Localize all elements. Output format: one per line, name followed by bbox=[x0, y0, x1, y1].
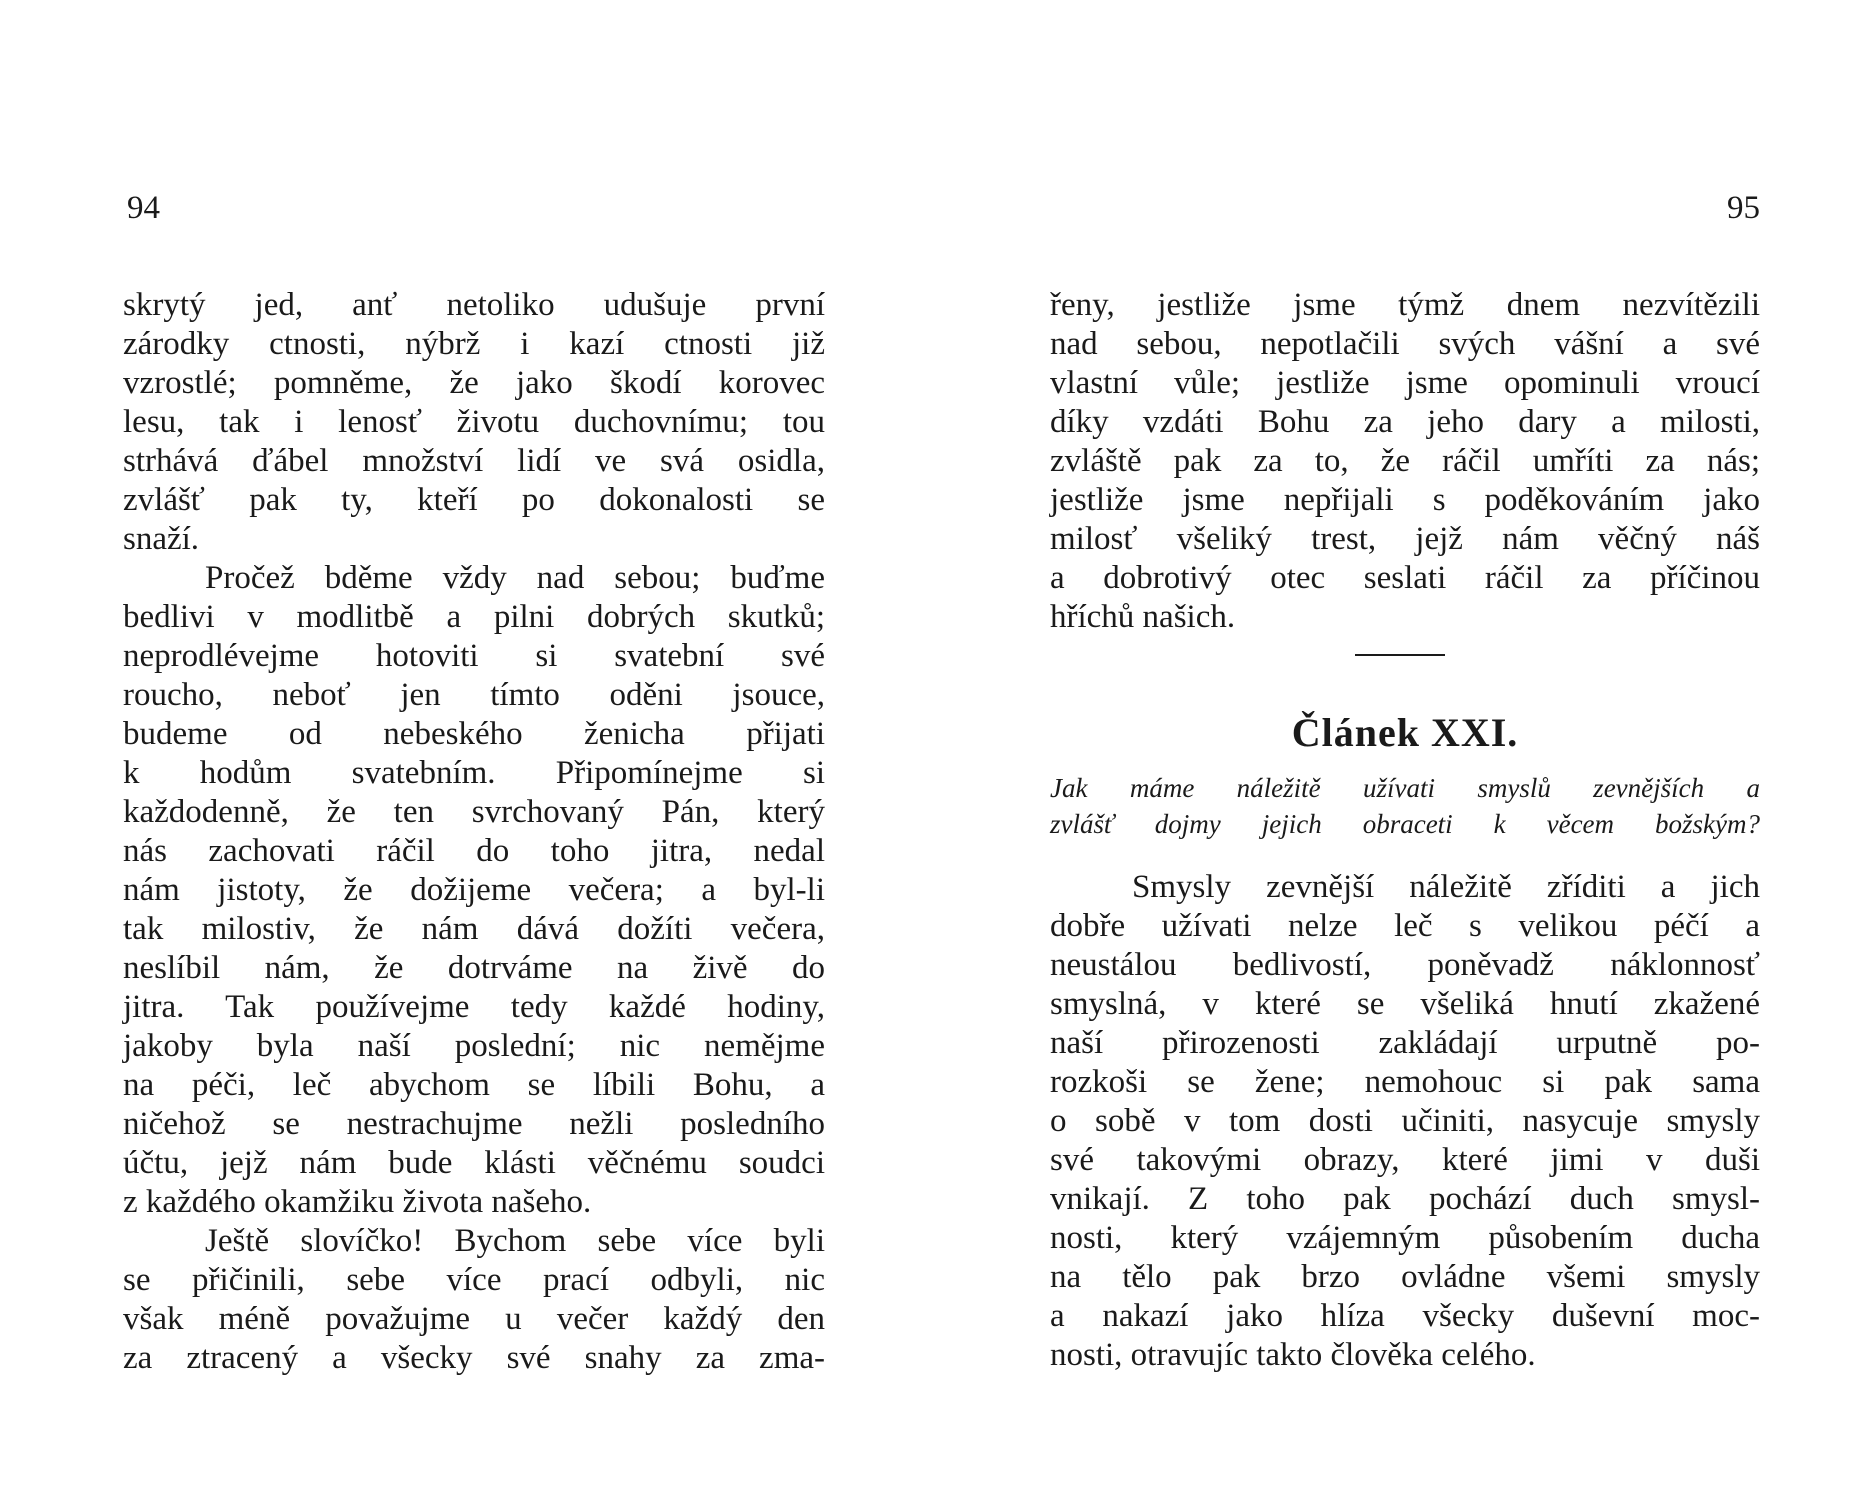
text-line: Pročež bděme vždy nad sebou; buďme bbox=[205, 560, 825, 596]
text-line: roucho, neboť jen tímto oděni jsouce, bbox=[123, 677, 825, 713]
text-line: díky vzdáti Bohu za jeho dary a milosti, bbox=[1050, 404, 1760, 440]
text-line: jestliže jsme nepřijali s poděkováním jako bbox=[1050, 482, 1760, 518]
text-line: strhává ďábel množství lidí ve svá osidla, bbox=[123, 443, 825, 479]
text-line: vlastní vůle; jestliže jsme opominuli vroucí bbox=[1050, 365, 1760, 401]
text-line: každodenně, že ten svrchovaný Pán, který bbox=[123, 794, 825, 830]
text-line: vnikají. Z toho pak pochází duch smysl- bbox=[1050, 1181, 1760, 1217]
text-line: řeny, jestliže jsme týmž dnem nezvítězili bbox=[1050, 287, 1760, 323]
chapter-title: Článek XXI. bbox=[1291, 710, 1519, 755]
text-line: k hodům svatebním. Připomínejme si bbox=[123, 755, 825, 791]
text-line: Ještě slovíčko! Bychom sebe více byli bbox=[205, 1223, 825, 1259]
left-page bbox=[115, 0, 825, 1500]
text-line: neprodlévejme hotoviti si svatební své bbox=[123, 638, 825, 674]
text-line: ničehož se nestrachujme nežli posledního bbox=[123, 1106, 825, 1142]
page-number: 94 bbox=[127, 190, 160, 226]
chapter-text bbox=[1050, 868, 1760, 1375]
text-line: své takovými obrazy, které jimi v duši bbox=[1050, 1142, 1760, 1178]
text-line: se přičinili, sebe více prací odbyli, nic bbox=[123, 1262, 825, 1298]
text-line: zvlášť pak ty, kteří po dokonalosti se bbox=[123, 482, 825, 518]
text-line: jakoby byla naší poslední; nic nemějme bbox=[123, 1028, 825, 1064]
text-line: a dobrotivý otec seslati ráčil za příčinou bbox=[1050, 560, 1760, 596]
text-line: neustálou bedlivostí, poněvadž náklonnosť bbox=[1050, 947, 1760, 983]
body-text bbox=[1050, 286, 1760, 637]
text-line: účtu, jejž nám bude klásti věčnému soudci bbox=[123, 1145, 825, 1181]
text-line: o sobě v tom dosti učiniti, nasycuje smysly bbox=[1050, 1103, 1760, 1139]
text-line: budeme od nebeského ženicha přijati bbox=[123, 716, 825, 752]
text-line: tak milostiv, že nám dává dožíti večera, bbox=[123, 911, 825, 947]
text-line: nosti, otravujíc takto člověka celého. bbox=[1050, 1337, 1536, 1373]
subtitle-line: Jak máme náležitě užívati smyslů zevnějších a bbox=[1050, 773, 1760, 803]
text-line: milosť všeliký trest, jejž nám věčný náš bbox=[1050, 521, 1760, 557]
right-page bbox=[1050, 0, 1760, 1500]
body-text bbox=[123, 286, 825, 1378]
text-line: naší přirozenosti zakládají urputně po- bbox=[1050, 1025, 1760, 1061]
subtitle-line: zvlášť dojmy jejich obraceti k věcem božským? bbox=[1050, 809, 1760, 839]
chapter-subtitle bbox=[1050, 770, 1760, 842]
text-line: zárodky ctnosti, nýbrž i kazí ctnosti již bbox=[123, 326, 825, 362]
text-line: rozkoši se žene; nemohouc si pak sama bbox=[1050, 1064, 1760, 1100]
text-line: skrytý jed, anť netoliko udušuje první bbox=[123, 287, 825, 323]
text-line: smyslná, v které se všeliká hnutí zkažené bbox=[1050, 986, 1760, 1022]
text-line: nás zachovati ráčil do toho jitra, nedal bbox=[123, 833, 825, 869]
text-line: hříchů našich. bbox=[1050, 599, 1236, 635]
text-line: zvláště pak za to, že ráčil umříti za nás; bbox=[1050, 443, 1760, 479]
text-line: za ztracený a všecky své snahy za zma- bbox=[123, 1340, 825, 1376]
text-line: bedlivi v modlitbě a pilni dobrých skutků; bbox=[123, 599, 825, 635]
text-line: nám jistoty, že dožijeme večera; a byl-li bbox=[123, 872, 825, 908]
text-line: snaží. bbox=[123, 521, 200, 557]
text-line: nosti, který vzájemným působením ducha bbox=[1050, 1220, 1760, 1256]
text-line: na tělo pak brzo ovládne všemi smysly bbox=[1050, 1259, 1760, 1295]
text-line: neslíbil nám, že dotrváme na živě do bbox=[123, 950, 825, 986]
text-line: a nakazí jako hlíza všecky duševní moc- bbox=[1050, 1298, 1760, 1334]
text-line: Smysly zevnější náležitě zříditi a jich bbox=[1132, 869, 1760, 905]
text-line: dobře užívati nelze leč s velikou péčí a bbox=[1050, 908, 1760, 944]
text-line: nad sebou, nepotlačili svých vášní a své bbox=[1050, 326, 1760, 362]
text-line: lesu, tak i lenosť životu duchovnímu; tou bbox=[123, 404, 825, 440]
text-line: na péči, leč abychom se líbili Bohu, a bbox=[123, 1067, 825, 1103]
text-line: vzrostlé; pomněme, že jako škodí korovec bbox=[123, 365, 825, 401]
section-divider bbox=[1355, 654, 1445, 656]
text-line: však méně považujme u večer každý den bbox=[123, 1301, 825, 1337]
text-line: jitra. Tak používejme tedy každé hodiny, bbox=[123, 989, 825, 1025]
text-line: z každého okamžiku života našeho. bbox=[123, 1184, 592, 1220]
page-number: 95 bbox=[1727, 190, 1760, 226]
